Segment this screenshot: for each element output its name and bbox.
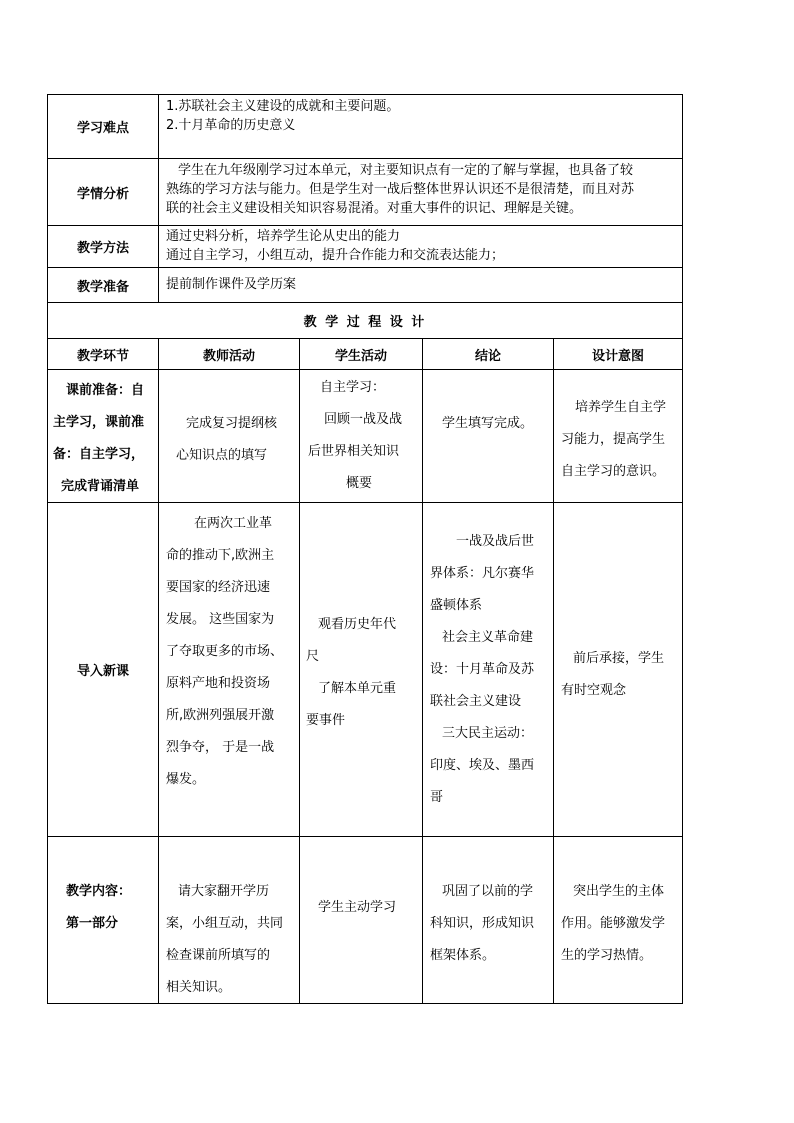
row3-teacher (166, 876, 296, 1004)
row2-intent (561, 643, 681, 707)
header-stage: 教学环节 (76, 348, 129, 364)
row3-stage-line: 第一部分 (66, 916, 119, 931)
row3-teacher-line: 相关知识。 (166, 980, 232, 995)
method-label: 教学方法 (76, 241, 129, 256)
row3-student-line: 学生主动学习 (318, 900, 397, 915)
prep-line: 提前制作课件及学历案 (166, 277, 297, 292)
prep-label: 教学准备 (76, 279, 129, 295)
method-line: 通过史料分析，培养学生论从史出的能力 (166, 229, 401, 244)
row2-conclusion-line: 联社会主义建设 (430, 694, 522, 709)
row1-intent-line: 习能力，提高学生 (561, 432, 666, 447)
difficulty-line: 1.苏联社会主义建设的成就和主要问题。 (166, 99, 400, 114)
row2-teacher-line: 在两次工业革 (194, 516, 273, 531)
row2-conclusion-line: 设：十月革命及苏 (430, 662, 535, 677)
analysis-content (166, 161, 681, 218)
analysis-label: 学情分析 (76, 186, 129, 202)
row1-intent-line: 培养学生自主学 (575, 400, 667, 415)
process-title: 教 学 过 程 设 计 (303, 315, 427, 330)
row2-intent-line: 有时空观念 (561, 683, 627, 698)
row2-conclusion-line: 三大民主运动： (442, 726, 534, 741)
row2-conclusion (430, 526, 552, 814)
row2-teacher (166, 508, 296, 796)
row1-stage (53, 375, 157, 503)
difficulty-content (166, 97, 676, 135)
row2-teacher-line: 烈争夺， 于是一战 (166, 740, 275, 755)
row2-teacher-line: 要国家的经济迅速 (166, 580, 271, 595)
row2-teacher-line: 爆发。 (166, 772, 206, 787)
row2-conclusion-line: 盛顿体系 (430, 598, 483, 613)
row2-student-line: 要事件 (306, 713, 346, 728)
row2-student-line: 了解本单元重 (318, 681, 397, 696)
method-line: 通过自主学习，小组互动，提升合作能力和交流表达能力； (166, 248, 505, 263)
row3-conclusion-line: 框架体系。 (430, 948, 496, 963)
row1-teacher (176, 408, 296, 472)
row3-teacher-line: 检查课前所填写的 (166, 948, 271, 963)
row3-intent-line: 生的学习热情。 (561, 948, 653, 963)
row1-student-line: 回顾一战及战 (324, 412, 403, 427)
row2-intent-line: 前后承接，学生 (573, 651, 665, 666)
row2-teacher-line: 命的推动下,欧洲主 (166, 548, 275, 563)
row3-student (318, 892, 418, 924)
analysis-line: 熟练的学习方法与能力。但是学生对一战后整体世界认识还不是很清楚，而且对苏 (166, 182, 635, 197)
row3-intent-line: 突出学生的主体 (573, 884, 665, 899)
row2-student-line: 尺 (306, 649, 320, 664)
row1-conclusion (442, 408, 552, 440)
row1-conclusion-line: 学生填写完成。 (442, 416, 534, 431)
row2-stage: 导入新课 (76, 664, 129, 679)
row3-conclusion-line: 巩固了以前的学 (442, 884, 534, 899)
row1-student-line: 后世界相关知识 (308, 444, 400, 459)
row2-conclusion-line: 印度、埃及、墨西 (430, 758, 535, 773)
row1-intent (561, 392, 681, 488)
difficulty-label: 学习难点 (76, 121, 129, 136)
row2-conclusion-line: 一战及战后世 (456, 534, 535, 549)
difficulty-line: 2.十月革命的历史意义 (166, 118, 296, 133)
header-student: 学生活动 (334, 348, 387, 364)
row1-teacher-line: 心知识点的填写 (176, 448, 268, 463)
row1-stage-line: 完成背诵清单 (61, 479, 140, 494)
row2-teacher-line: 所,欧洲列强展开激 (166, 708, 275, 723)
row2-conclusion-line: 界体系：凡尔赛华 (430, 566, 535, 581)
row1-student (308, 372, 420, 500)
row3-intent-line: 作用。能够激发学 (561, 916, 666, 931)
row3-teacher-line: 请大家翻开学历 (178, 884, 270, 899)
header-conclusion: 结论 (474, 348, 501, 364)
row1-stage-line: 主学习，课前准 (53, 415, 145, 430)
row1-stage-line: 课前准备：自 (65, 383, 144, 398)
row1-teacher-line: 完成复习提纲核 (186, 416, 278, 431)
row2-teacher-line: 了夺取更多的市场、 (166, 644, 284, 659)
row1-intent-line: 自主学习的意识。 (561, 464, 666, 479)
header-intent: 设计意图 (591, 348, 644, 364)
row3-conclusion (430, 876, 552, 972)
row2-conclusion-line: 社会主义革命建 (442, 630, 534, 645)
analysis-line: 学生在九年级刚学习过本单元，对主要知识点有一定的了解与掌握，也具备了较 (178, 163, 634, 178)
row1-student-line: 概要 (346, 476, 373, 491)
row2-conclusion-line: 哥 (430, 790, 444, 805)
row1-stage-line: 备：自主学习， (53, 447, 145, 462)
row3-stage (66, 876, 156, 940)
header-teacher: 教师活动 (202, 348, 255, 364)
row1-student-line: 自主学习： (320, 380, 386, 395)
prep-content (166, 275, 676, 294)
row3-conclusion-line: 科知识，形成知识 (430, 916, 535, 931)
row3-intent (561, 876, 681, 972)
row2-teacher-line: 发展。 这些国家为 (166, 612, 275, 627)
row2-student (306, 609, 420, 737)
row3-stage-line: 教学内容： (66, 884, 132, 899)
row2-teacher-line: 原料产地和投资场 (166, 676, 271, 691)
analysis-line: 联的社会主义建设相关知识容易混淆。对重大事件的识记、理解是关键。 (166, 201, 583, 216)
row3-teacher-line: 案，小组互动，共同 (166, 916, 284, 931)
row2-student-line: 观看历史年代 (318, 617, 397, 632)
method-content (166, 227, 676, 265)
